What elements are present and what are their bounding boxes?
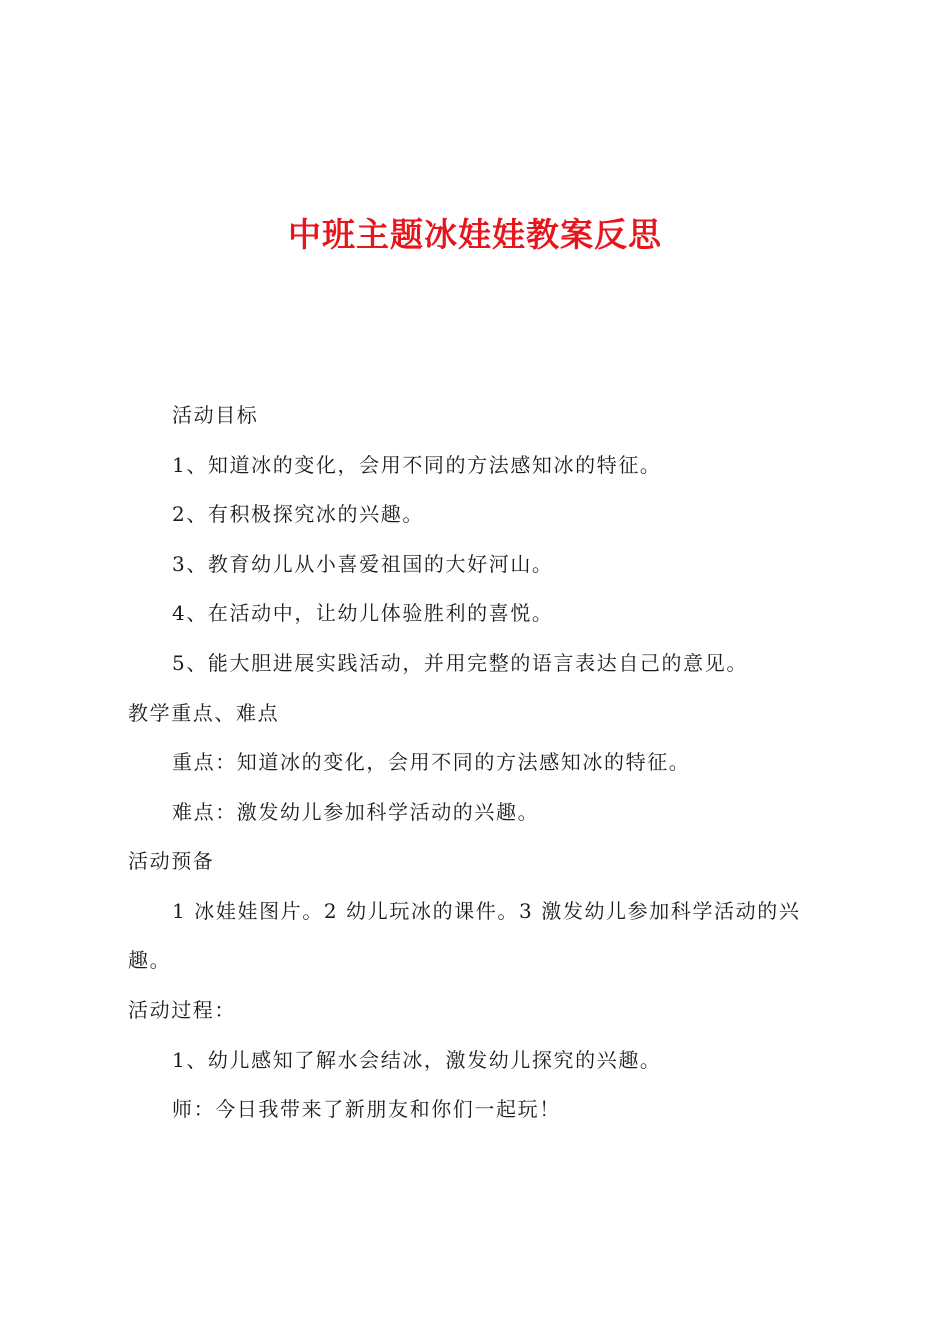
document-title: 中班主题冰娃娃教案反思 [288, 215, 662, 254]
section-heading-preparation: 活动预备 [128, 849, 215, 873]
goal-item-5: 5、能大胆进展实践活动，并用完整的语言表达自己的意见。 [172, 651, 748, 675]
goal-item-2: 2、有积极探究冰的兴趣。 [172, 502, 424, 526]
goal-item-1: 1、知道冰的变化，会用不同的方法感知冰的特征。 [172, 453, 662, 477]
preparation-text-continued: 趣。 [128, 948, 172, 972]
section-heading-process: 活动过程： [128, 998, 236, 1022]
preparation-text: 1 冰娃娃图片。2 幼儿玩冰的课件。3 激发幼儿参加科学活动的兴 [172, 899, 801, 923]
section-heading-key-points: 教学重点、难点 [128, 701, 280, 725]
teacher-line: 师：今日我带来了新朋友和你们一起玩！ [172, 1097, 561, 1121]
goal-item-4: 4、在活动中，让幼儿体验胜利的喜悦。 [172, 601, 554, 625]
process-step-1: 1、幼儿感知了解水会结冰，激发幼儿探究的兴趣。 [172, 1048, 662, 1072]
difficult-point: 难点：激发幼儿参加科学活动的兴趣。 [172, 800, 540, 824]
goal-item-3: 3、教育幼儿从小喜爱祖国的大好河山。 [172, 552, 554, 576]
section-heading-activity-goals: 活动目标 [172, 403, 259, 427]
key-point: 重点：知道冰的变化，会用不同的方法感知冰的特征。 [172, 750, 691, 774]
